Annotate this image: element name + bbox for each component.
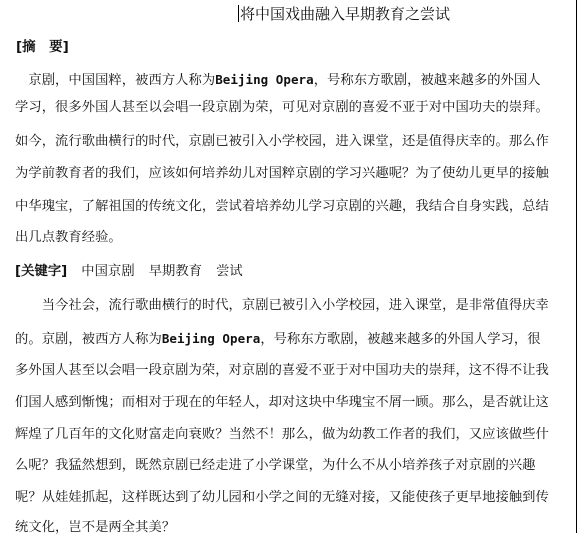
- keyword: 尝试: [216, 264, 243, 279]
- text-run: ，号称东方歌剧，被越来越多的外国人: [313, 73, 541, 88]
- text-line: [15, 164, 549, 184]
- text-line: [15, 197, 549, 217]
- text-line: [15, 329, 541, 350]
- text-run: 出几点教育经验。: [15, 230, 122, 245]
- keywords-label: [关键字]: [15, 264, 68, 279]
- text-line: [15, 425, 549, 445]
- text-run: 京剧，中国国粹，被西方人称为: [15, 73, 216, 88]
- text-line: [15, 393, 549, 413]
- text-run: 统文化，岂不是两全其美？: [15, 520, 176, 535]
- text-run: 多外国人甚至以会唱一段京剧为荣，对京剧的喜爱不亚于对中国功夫的崇拜，这不得不让我: [15, 363, 549, 378]
- keyword: 中国京剧: [81, 264, 135, 279]
- text-run: 呢？从娃娃抓起，这样既达到了幼儿园和小学之间的无缝对接，又能使孩子更早地接触到传: [15, 490, 549, 505]
- abstract-heading: [摘 要]: [16, 39, 69, 55]
- text-run: 中华瑰宝，了解祖国的传统文化，尝试着培养幼儿学习京剧的兴趣，我结合自身实践，总结: [15, 199, 549, 214]
- text-cursor: [238, 5, 239, 22]
- text-line: [15, 456, 536, 476]
- text-run: 如今，流行歌曲横行的时代，京剧已被引入小学校园，进入课堂，还是值得庆幸的。那么作: [15, 134, 549, 149]
- latin-term: Beijing Opera: [161, 331, 261, 346]
- text-run: 为学前教育者的我们，应该如何培养幼儿对国粹京剧的学习兴趣呢？为了使幼儿更早的接触: [15, 166, 549, 181]
- text-line: [15, 228, 122, 248]
- text-line: [15, 488, 549, 508]
- text-run: 们国人感到惭愧；而相对于现在的年轻人，却对这块中华瑰宝不屑一顾。那么，是否就让这: [15, 395, 549, 410]
- text-run: 当今社会，流行歌曲横行的时代，京剧已被引入小学校园，进入课堂，是非常值得庆幸: [15, 298, 549, 313]
- latin-term: Beijing Opera: [215, 72, 314, 87]
- text-run: ，号称东方歌剧，被越来越多的外国人学习，很: [260, 332, 541, 347]
- page-edge: [576, 0, 577, 533]
- text-run: 的。京剧，被西方人称为: [15, 332, 162, 347]
- text-run: 么呢？我猛然想到，既然京剧已经走进了小学课堂，为什么不从小培养孩子对京剧的兴趣: [15, 458, 536, 473]
- document-title: 将中国戏曲融入早期教育之尝试: [240, 5, 451, 23]
- text-line: [15, 70, 541, 91]
- text-line: [15, 518, 175, 538]
- text-line: [15, 132, 549, 152]
- text-run: 学习，很多外国人甚至以会唱一段京剧为荣，可见对京剧的喜爱不亚于对中国功夫的崇拜。: [15, 100, 549, 115]
- text-run: 辉煌了几百年的文化财富走向衰败？当然不！那么，做为幼教工作者的我们，又应该做些什: [15, 427, 549, 442]
- text-line: [15, 98, 549, 118]
- keyword: 早期教育: [148, 264, 203, 279]
- keywords-line: [15, 262, 243, 282]
- text-line: [15, 361, 549, 381]
- text-line: [15, 296, 549, 316]
